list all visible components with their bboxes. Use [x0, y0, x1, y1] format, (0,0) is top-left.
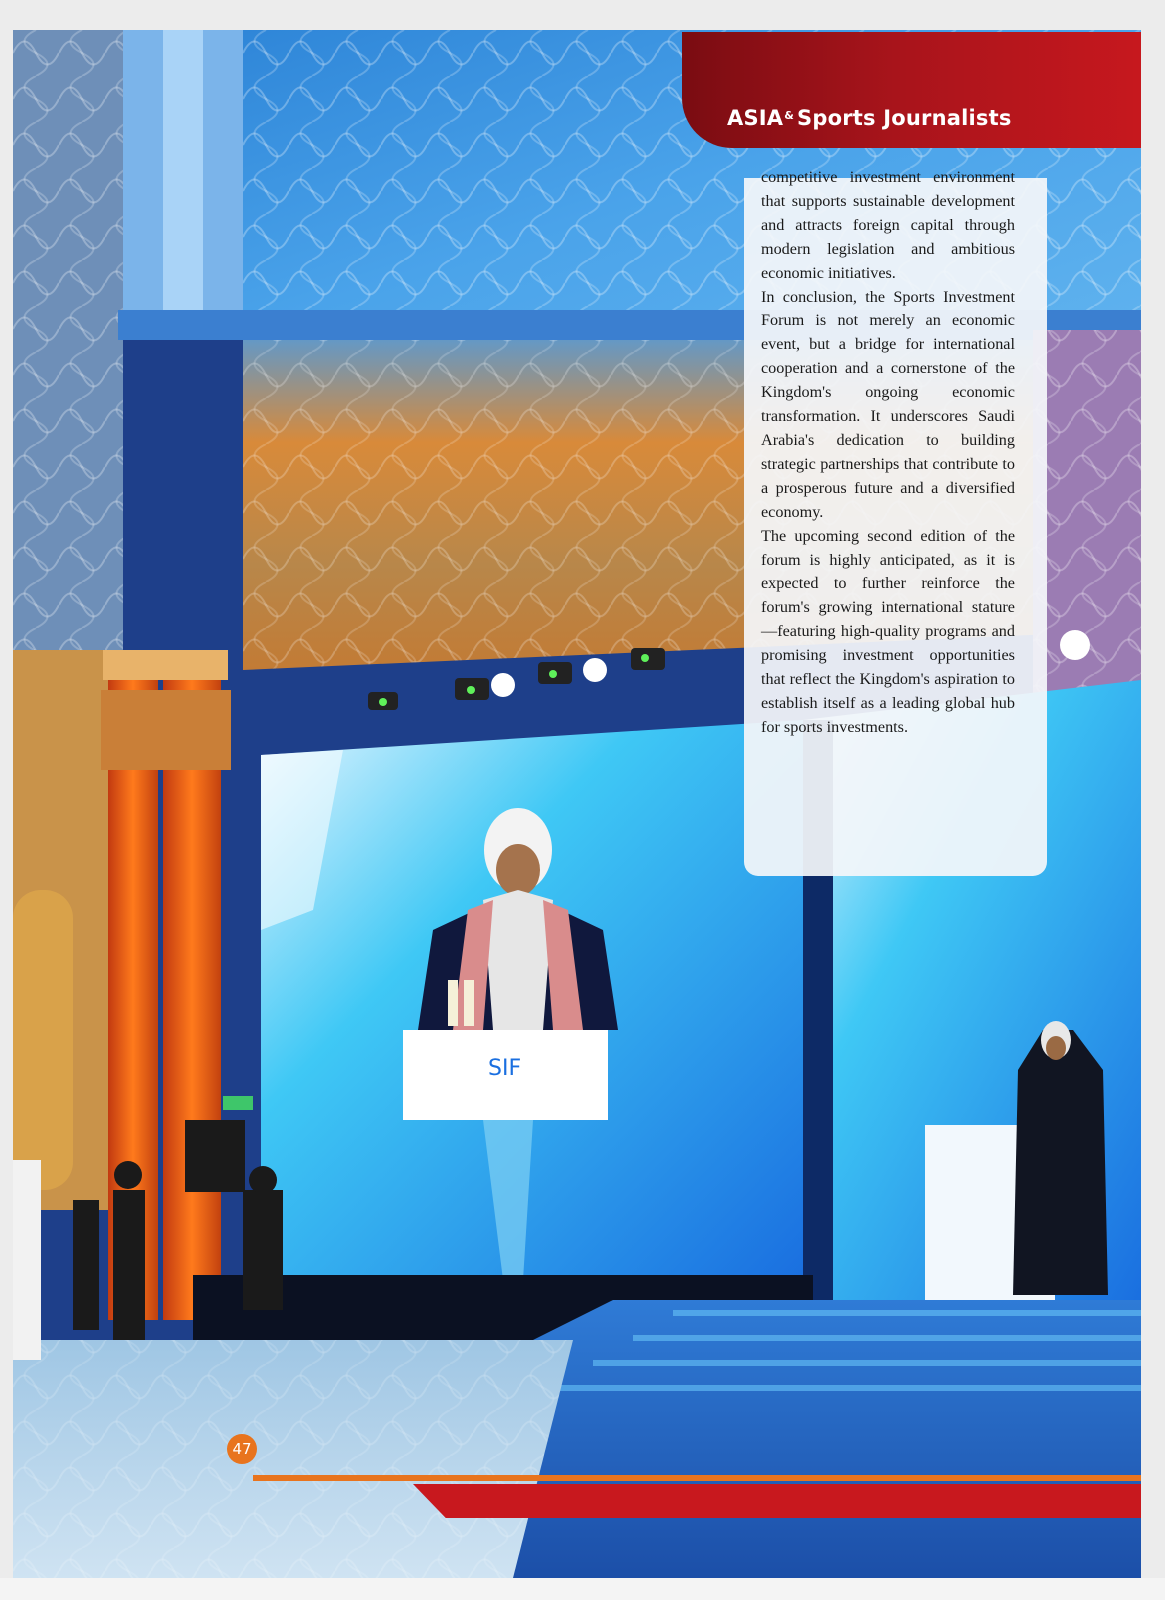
- bottom-margin: [0, 1578, 1165, 1600]
- article-paragraph: competitive investment environment that supports sustainable development and attracts foreign capital through modern legislation and ambitious economic initiatives.: [761, 168, 1015, 282]
- article-paragraph: In conclusion, the Sports Investment Forum is not merely an economic event, but a bridge for international cooperation and a cornerstone of the Kingdom's ongoing economic transformation. It underscores Saudi Arabia's dedication to building strategic partnerships that contribute to a prosperous future and a diversified economy.: [761, 287, 1015, 521]
- article-text: [761, 166, 1015, 740]
- footer-red-bar: [413, 1484, 1141, 1518]
- brand-sports-journalists: Sports Journalists: [797, 106, 1012, 130]
- brand-ampersand: &: [784, 109, 795, 122]
- footer-accent-line: [253, 1475, 1141, 1481]
- publication-title: [727, 100, 1012, 132]
- article-paragraph: The upcoming second edition of the forum is highly anticipated, as it is expected to further reinforce the forum's growing international stature—featuring high-quality programs and promising investment opportunities that reflect the Kingdom's aspiration to establish itself as a leading global hub for sports investments.: [761, 526, 1015, 736]
- page-number: 47: [227, 1434, 257, 1464]
- brand-asia: ASIA: [727, 106, 784, 130]
- podium-label: SIF: [488, 1056, 522, 1081]
